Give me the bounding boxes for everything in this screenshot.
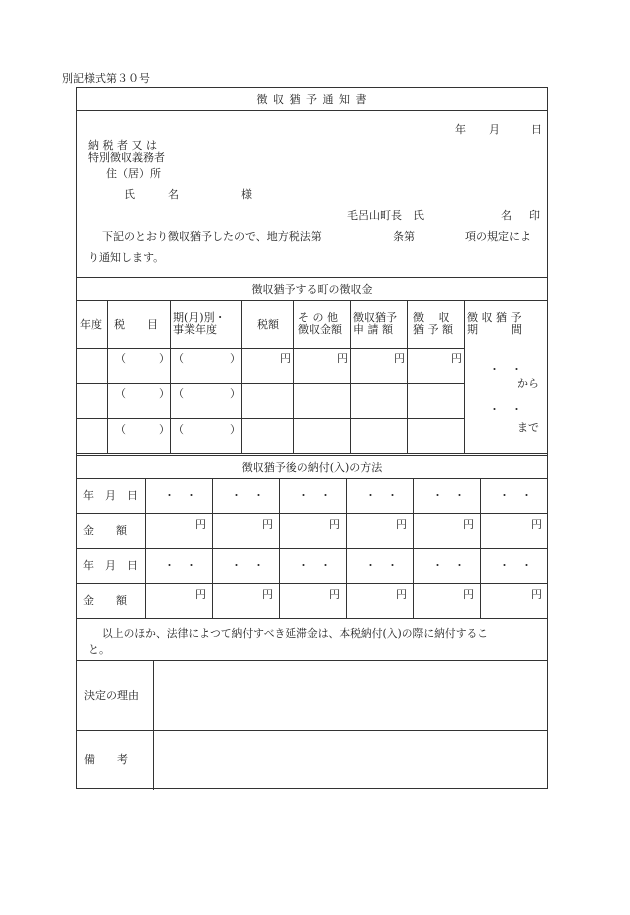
row3-paren-close: ） (159, 423, 170, 436)
row1-period-open: （ (173, 352, 184, 365)
table1-heading: 徴収猶予する町の徴収金 (251, 283, 373, 296)
s2-dots-6: ・ ・ (499, 559, 532, 572)
s2-dots-4: ・ ・ (365, 559, 398, 572)
col-other-1: そ の 他 (298, 311, 338, 324)
col-deferral-period-2: 期 間 (467, 323, 522, 336)
date-year: 年 (455, 123, 466, 136)
col-grant-1: 徴 収 (413, 311, 450, 324)
address-label: 住（居）所 (106, 167, 161, 180)
schedule1-date-label: 年 月 日 (83, 489, 138, 502)
date-day: 日 (531, 123, 542, 136)
col-period-1: 期(月)別・ (173, 311, 226, 324)
body-line1-a: 下記のとおり徴収猶予したので、地方税法第 (102, 230, 322, 243)
col-request-2: 申 請 額 (353, 323, 393, 336)
s1-dots-5: ・ ・ (432, 489, 465, 502)
col-period-2: 事業年度 (173, 323, 217, 336)
col-grant-2: 猶 予 額 (413, 323, 453, 336)
date-month: 月 (489, 123, 500, 136)
issuer-name: 名 (501, 209, 512, 222)
row2-paren-open: （ (115, 387, 126, 400)
s2-yen-4: 円 (396, 588, 407, 601)
s2-dots-2: ・ ・ (231, 559, 264, 572)
row1-request-yen: 円 (394, 352, 405, 365)
s1-dots-1: ・ ・ (164, 489, 197, 502)
row1-tax-yen: 円 (280, 352, 291, 365)
s1-yen-6: 円 (531, 518, 542, 531)
recipient-line1: 納 税 者 又 は (88, 139, 157, 152)
s2-yen-5: 円 (463, 588, 474, 601)
decision-reason-label: 決定の理由 (84, 689, 139, 702)
s1-dots-3: ・ ・ (298, 489, 331, 502)
s1-yen-4: 円 (396, 518, 407, 531)
schedule1-amount-label: 金 額 (83, 524, 127, 537)
col-tax-item: 税 目 (114, 318, 158, 331)
period-from-dots: ・ ・ (489, 363, 522, 376)
recipient-line2: 特別徴収義務者 (88, 151, 165, 164)
issuer-title: 毛呂山町長 氏 (347, 209, 424, 222)
seal-mark: 印 (529, 209, 540, 222)
row2-period-open: （ (173, 387, 184, 400)
period-from-label: から (517, 377, 539, 390)
col-request-1: 徴収猶予 (353, 311, 397, 324)
row1-other-yen: 円 (337, 352, 348, 365)
name-label: 氏 名 (124, 188, 179, 201)
col-deferral-period-1: 徴 収 猶 予 (467, 311, 522, 324)
schedule2-date-label: 年 月 日 (83, 559, 138, 572)
form-title: 徴 収 猶 予 通 知 書 (256, 93, 368, 106)
row2-paren-close: ） (159, 387, 170, 400)
row1-paren-open: （ (115, 352, 126, 365)
s1-dots-2: ・ ・ (231, 489, 264, 502)
body-line2: り通知します。 (88, 251, 165, 264)
row1-paren-close: ） (159, 352, 170, 365)
col-other-2: 徴収金額 (298, 323, 342, 336)
table2-heading: 徴収猶予後の納付(入)の方法 (241, 461, 383, 474)
s2-yen-2: 円 (262, 588, 273, 601)
note-line1: 以上のほか、法律によつて納付すべき延滞金は、本税納付(入)の際に納付するこ (102, 627, 489, 640)
s2-dots-1: ・ ・ (164, 559, 197, 572)
row2-period-close: ） (230, 387, 241, 400)
s1-yen-2: 円 (262, 518, 273, 531)
s1-yen-3: 円 (329, 518, 340, 531)
row3-period-close: ） (230, 423, 241, 436)
s1-dots-4: ・ ・ (365, 489, 398, 502)
s2-dots-3: ・ ・ (298, 559, 331, 572)
row3-paren-open: （ (115, 423, 126, 436)
col-year: 年度 (80, 318, 102, 331)
s2-yen-3: 円 (329, 588, 340, 601)
note-line2: と。 (88, 643, 110, 656)
s2-yen-6: 円 (531, 588, 542, 601)
period-to-dots: ・ ・ (489, 403, 522, 416)
s1-dots-6: ・ ・ (499, 489, 532, 502)
period-to-label: まで (517, 421, 539, 434)
body-line1-c: 項の規定によ (465, 230, 531, 243)
s2-yen-1: 円 (195, 588, 206, 601)
remarks-label: 備 考 (84, 753, 128, 766)
form-label: 別記様式第３０号 (62, 72, 150, 85)
schedule2-amount-label: 金 額 (83, 594, 127, 607)
s1-yen-1: 円 (195, 518, 206, 531)
s1-yen-5: 円 (463, 518, 474, 531)
row3-period-open: （ (173, 423, 184, 436)
notice-form (76, 87, 548, 789)
row1-period-close: ） (230, 352, 241, 365)
row1-grant-yen: 円 (451, 352, 462, 365)
body-line1-b: 条第 (393, 230, 415, 243)
s2-dots-5: ・ ・ (432, 559, 465, 572)
col-tax-amount: 税額 (257, 318, 279, 331)
honorific: 様 (241, 188, 252, 201)
